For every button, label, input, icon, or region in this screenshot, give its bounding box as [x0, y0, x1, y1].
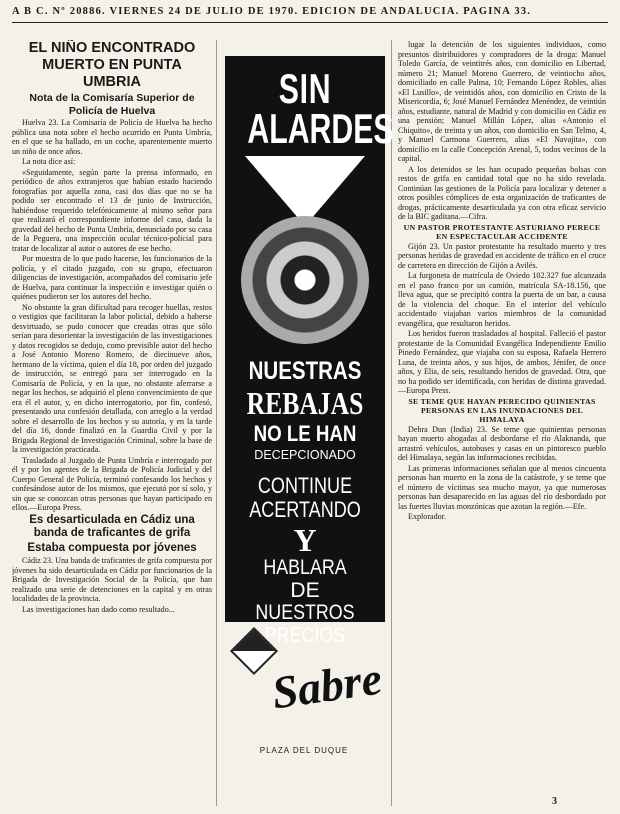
- right-column: [398, 40, 606, 805]
- headline-nino: EL NIÑO ENCONTRADO MUERTO EN PUNTA UMBRIA: [28, 40, 196, 90]
- subhead-jovenes: Estaba compuesta por jóvenes: [27, 541, 197, 554]
- ad-address: PLAZA DEL DUQUE: [259, 746, 349, 755]
- ad-nuestros: NUESTROS: [255, 601, 355, 624]
- ad-y: Y: [293, 522, 317, 558]
- ad-de: DE: [290, 579, 320, 602]
- target-circle-graphic: [241, 216, 369, 344]
- ad-black-panel: [225, 56, 394, 647]
- headline-pastor: UN PASTOR PROTESTANTE ASTURIANO PERECE EN ESPECTACULAR ACCIDENTE: [403, 222, 601, 241]
- ad-nuestras: NUESTRAS: [248, 357, 362, 385]
- ad-hablara: HABLARA: [263, 556, 347, 579]
- article-paragraph: Trasladado al Juzgado de Punta Umbría e interrogado por él y por los agentes de la Brigada de Policía Judicial y del Cuerpo General de Policía, terminó confesando los hechos y confesándose autor de los mismos, que ejecutó por sí solo, y sin que se conozcan otras personas que hayan participado en ellos.—Europa Press.: [12, 455, 212, 512]
- article-paragraph: Por muestra de lo que pudo hacerse, los funcionarios de la policía, y el citado juzgado, con su grupo, efectuaron diligencias de investigación, acompañados del comisario jefe de Huelva, para continuar la inspección e investigar quién o quiénes pudieron ser los autores del hecho.: [12, 254, 212, 301]
- page-header: A B C. Nº 20886. VIERNES 24 DE JULIO DE 1970. EDICION DE ANDALUCIA. PAGINA 33.: [12, 6, 532, 17]
- subhead-comisaria: Nota de la Comisaría Superior de Policía de Huelva: [29, 92, 195, 117]
- article-paragraph: A los detenidos se les han ocupado pequeñas bolsas con restos de grifa en cantidad total que no ha sido revelada. Continúan las gestiones de la Policía para localizar y detener a otros posibles cómplices de esta organización de traficantes de drogas, prácticamente desarticulada ya con otra eficaz servicio de la BIC gaditana.—Cifra.: [398, 164, 606, 221]
- article-paragraph: Las investigaciones han dado como resultado...: [22, 604, 175, 614]
- headline-himalaya: SE TEME QUE HAYAN PERECIDO QUINIENTAS PERSONAS EN LAS INUNDACIONES DEL HIMALAYA: [408, 396, 596, 424]
- article-paragraph: Explorador.: [408, 512, 446, 521]
- ad-sin: SIN: [278, 65, 332, 112]
- advertisement: [216, 40, 392, 806]
- ad-precios: PRECIOS: [264, 624, 346, 647]
- article-paragraph: No obstante la gran dificultad para recoger huellas, restos o vestigios que facilitaran la labor policial, debido a haberse desvirtuado, se pudo conocer que creadas otras que sólo serían para desorientar la investigación de las investigaciones y datos recogidos se dedujo, como previsible autor del hecho a José Antonio Moreno Romero, de diecinueve años, hermano de la víctima, quien el día 18, por orden del juzgado de instrucción, se entregó para ser interrogado en la Comisaría de Policía, y en la que, no obstante aferrarse a negar los hechos, se adquirió el pleno convencimiento de que era él el autor, y, en dicho interrogatorio, por fin, confesó, presentando una confesión detallada, con arreglo a la verdad sobre el desarrollo de los hechos y su autoría, y en la tarde del día 16, donde finalizó en la Guardia Civil y por la Brigada Regional de Investigación Criminal, sobre la base de la investigación practicada.: [12, 302, 212, 454]
- headline-grifa: Es desarticulada en Cádiz una banda de traficantes de grifa: [29, 513, 195, 539]
- brand-logo: Sabre: [268, 652, 385, 719]
- article-paragraph: lugar la detención de los siguientes individuos, como presuntos distribuidores y compradores de la droga: Manuel Toledo García, de veintitrés años, con domicilio en Libertad, número 21; Manuel Moreno Guerrero, de veintiocho años, domiciliado en calle Palma, 10; Fernando López Robles, alias «El Lusillo», de veintidós años, con domicilio en Cristo de la Misericordia, 6; José Manuel Fernández Menéndez, de veintiún años, estudiante, natural de Madrid y con domicilio en Cádiz en una pensión; Manuel Millán López, alias «Antonio el Chiquito», de treinta y un años, con domicilio en San Telmo, 4, y Manuel Carmona Guerrero, alias «El Navajita», con domicilio en la calle Concepción Arenal, 5, todos vecinos de la capital.: [398, 40, 606, 163]
- ad-continue: CONTINUE: [257, 473, 353, 498]
- ad-acertando: ACERTANDO: [249, 497, 361, 522]
- article-paragraph: Dehra Dun (India) 23. Se teme que quinientas personas hayan muerto ahogadas al desbordarse el río Alaknanda, que arrastró vehículos, autobuses y casas en un pintoresco pueblo del Himalaya, según las informaciones recibidas.: [398, 424, 606, 462]
- article-paragraph: La furgoneta de matrícula de Oviedo 102.327 fue alcanzada en el paso franco por un camión, matrícula SA-18.156, que lleva agua, que se precipitó contra la puerta de un bar, a causa de la violencia del choque. En el interior del vehículo accidentado viajaban varios miembros de la comunidad evangélica, que resultaron heridos.: [398, 271, 606, 328]
- ad-decepcionado: DECEPCIONADO: [254, 448, 356, 462]
- left-column: [12, 40, 212, 805]
- ad-alardes: ALARDES: [247, 105, 394, 152]
- article-paragraph: Cádiz 23. Una banda de traficantes de grifa compuesta por jóvenes ha sido desarticulada en Cádiz por funcionarios de la Brigada de Investigación Social de la Policía, que han realizado una serie de detenciones en la capital y en otras localidades de la provincia.: [12, 556, 212, 603]
- page-marker: 3: [552, 796, 557, 807]
- article-paragraph: La nota dice así:: [22, 157, 76, 166]
- ad-no-le-han: NO LE HAN: [253, 421, 357, 446]
- article-paragraph: Las primeras informaciones señalan que al menos cincuenta personas han muerto en la zona de la catástrofe, y se teme que el número de víctimas sea mucho mayor, ya que numerosas personas han desaparecido en las aguas del río desbordado por las fuertes lluvias monzónicas que azotan la región.—Efe.: [398, 463, 606, 511]
- article-paragraph: «Seguidamente, según parte la prensa informado, en periódico de años extranjeros que habían estado haciendo fotografías por aquella zona, casi dos días que no se ha podido ser encontrado el 13 de junio de Instrucción, habiéndose requerido telefónicamente al mismo señor para que realizará el correspondiente informe del caso, dada la gravedad del hecho de Punta Umbría, denunciado por su casa de la Peguera, una inspección ocular técnico-policial para tratar de localizar al autor o autores de ese hecho.: [12, 167, 212, 253]
- article-paragraph: Huelva 23. La Comisaría de Policía de Huelva ha hecho pública una nota sobre el hecho ocurrido en Punta Umbría, en el que se ha hallado, en un coche, aparentemente muerto un niño de once años.: [12, 118, 212, 156]
- article-paragraph: Gijón 23. Un pastor protestante ha resultado muerto y tres personas heridas de gravedad en accidente de tráfico en el cruce de carretera en dirección de Gijón a Avilés.: [398, 241, 606, 270]
- article-paragraph: Los heridos fueron trasladados al hospital. Falleció el pastor protestante de la Comunidad Evangélica Independiente Emilio Pinedo Fernández, que viajaba con su esposa, Rafaela Herrero Luna, de treinta años, y sus hijos, de ambos, Jénifer, de once años, y Elia, de seis, resultando heridos de gravedad. Otra, que no ha podido ser identificada, con heridas de distinta gravedad.—Europa Press.: [398, 329, 606, 395]
- header-rule: [12, 22, 608, 23]
- ad-rebajas: REBAJAS: [246, 385, 364, 421]
